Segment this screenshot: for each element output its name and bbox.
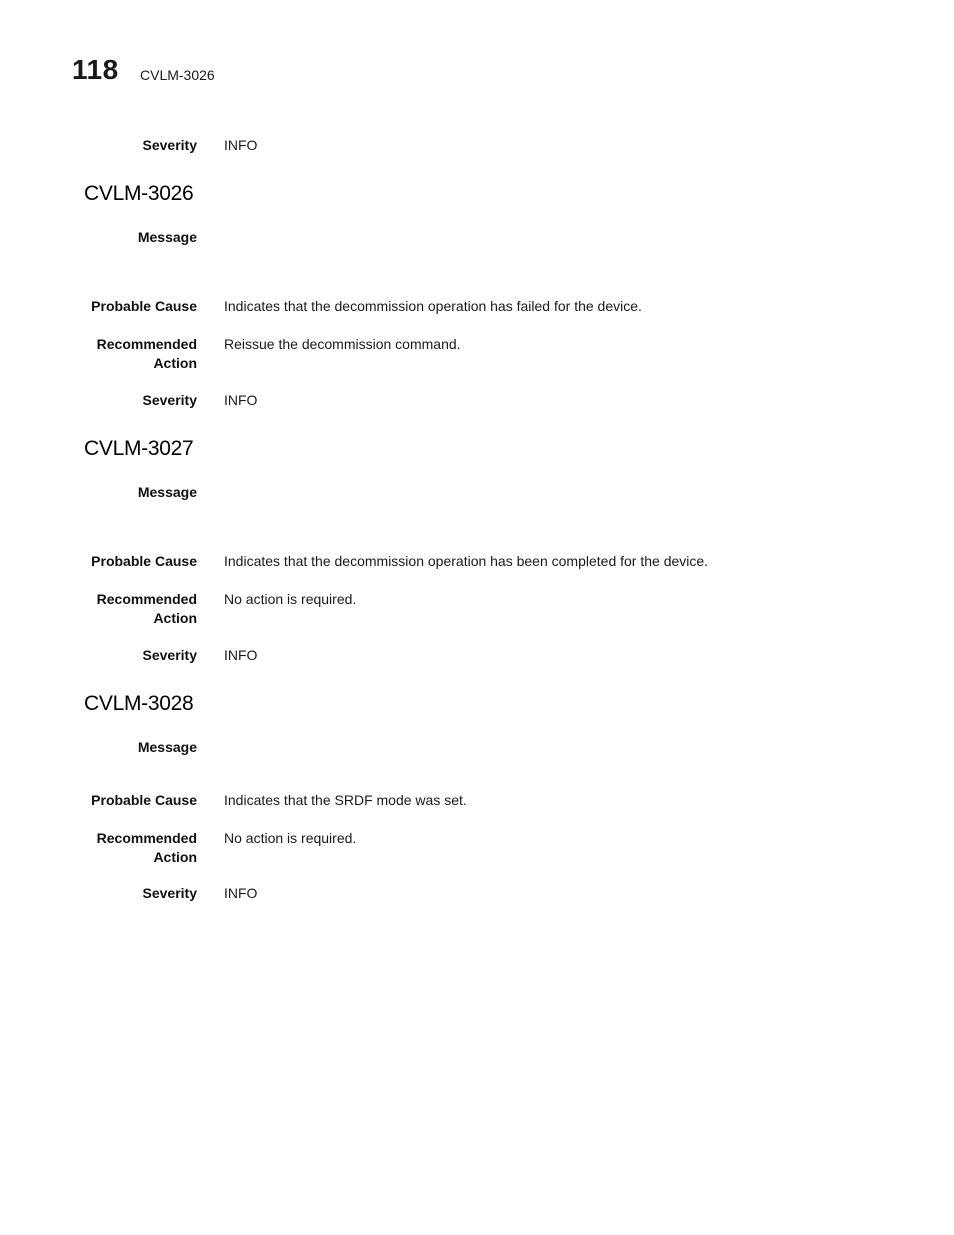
- recommended-action-label: [37, 335, 197, 373]
- recommended-action-value: No action is required.: [224, 591, 357, 607]
- section-heading-cvlm-3028: CVLM-3028: [84, 692, 194, 715]
- recommended-action-label-line-1: Recommended: [96, 830, 197, 846]
- probable-cause-value: Indicates that the decommission operation has failed for the device.: [224, 298, 642, 314]
- recommended-action-label-line-1: Recommended: [96, 336, 197, 352]
- recommended-action-label-line-2: Action: [153, 849, 197, 865]
- probable-cause-label: Probable Cause: [91, 792, 197, 808]
- recommended-action-label-line-2: Action: [153, 610, 197, 626]
- severity-value: INFO: [224, 137, 258, 153]
- recommended-action-label: [37, 829, 197, 867]
- severity-value: INFO: [224, 647, 258, 663]
- page-number: 118: [72, 54, 119, 85]
- severity-value: INFO: [224, 392, 258, 408]
- recommended-action-value: Reissue the decommission command.: [224, 336, 461, 352]
- probable-cause-value: Indicates that the decommission operation has been completed for the device.: [224, 553, 709, 569]
- recommended-action-label-line-1: Recommended: [96, 591, 197, 607]
- probable-cause-label: Probable Cause: [91, 553, 197, 569]
- probable-cause-label: Probable Cause: [91, 298, 197, 314]
- message-label: Message: [137, 739, 197, 755]
- message-label: Message: [137, 229, 197, 245]
- recommended-action-label: [37, 590, 197, 628]
- probable-cause-value: Indicates that the SRDF mode was set.: [224, 792, 467, 808]
- recommended-action-value: No action is required.: [224, 830, 357, 846]
- severity-value: INFO: [224, 885, 258, 901]
- recommended-action-label-line-2: Action: [153, 355, 197, 371]
- section-heading-cvlm-3027: CVLM-3027: [84, 437, 194, 460]
- message-label: Message: [137, 484, 197, 500]
- severity-label: Severity: [142, 647, 197, 663]
- chapter-title: CVLM-3026: [140, 67, 215, 83]
- severity-label: Severity: [142, 885, 197, 901]
- severity-label: Severity: [142, 392, 197, 408]
- severity-label: Severity: [142, 137, 197, 153]
- section-heading-cvlm-3026: CVLM-3026: [84, 182, 194, 205]
